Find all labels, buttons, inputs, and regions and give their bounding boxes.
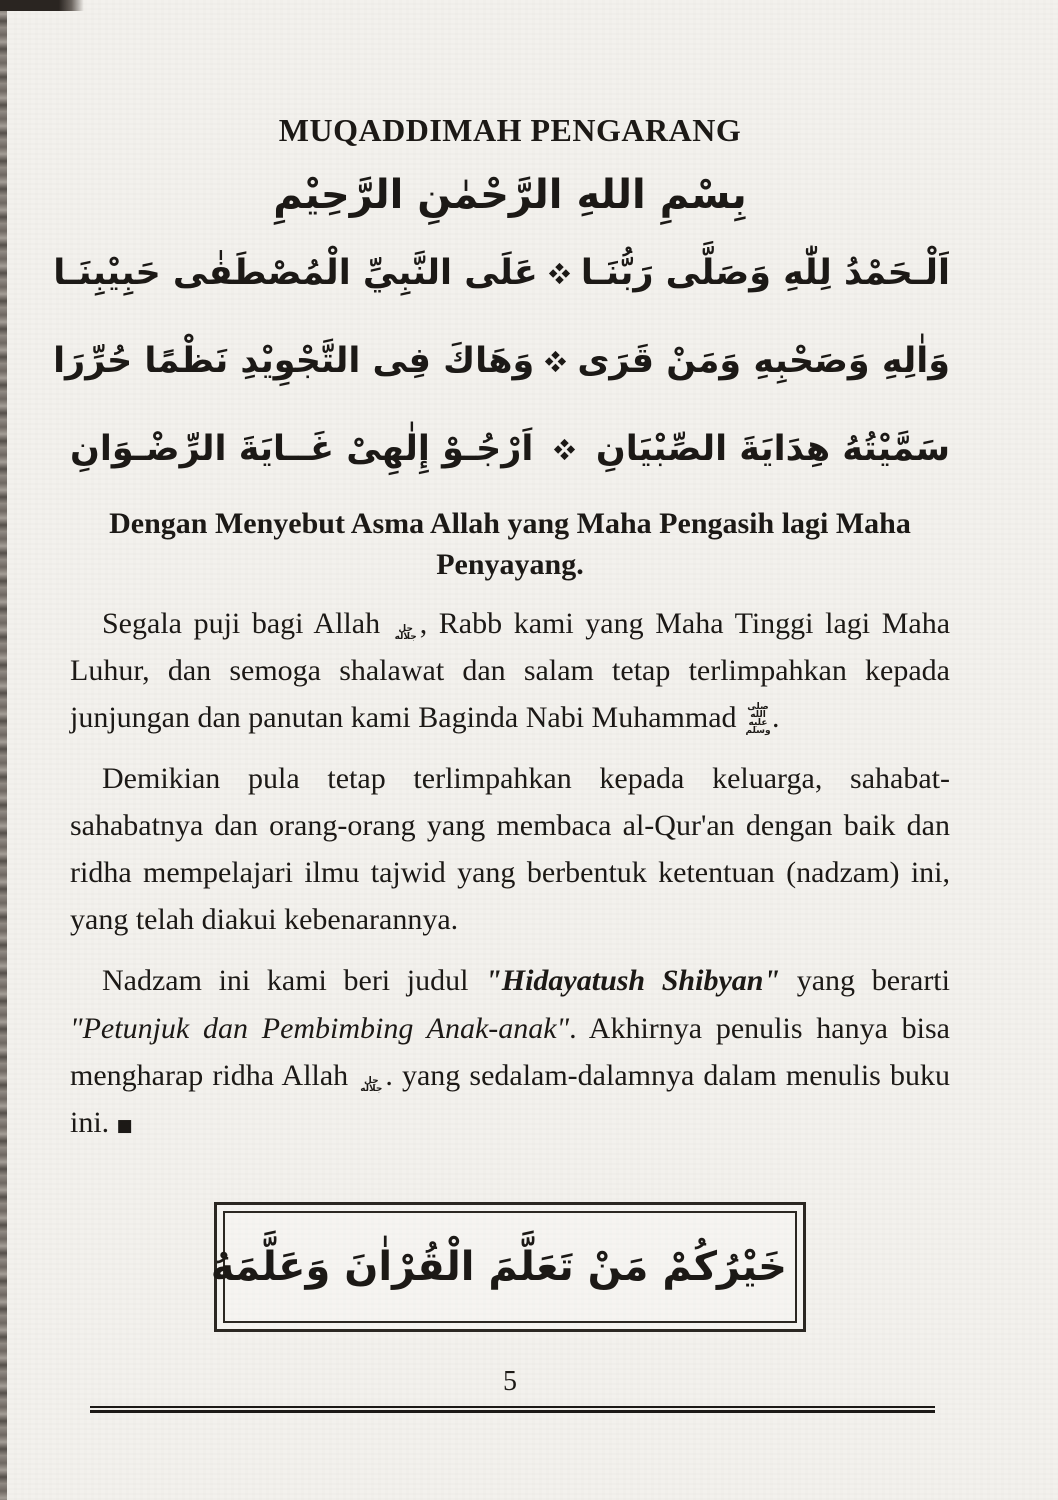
page-content — [53, 0, 951, 1413]
page-title: MUQADDIMAH PENGARANG — [278, 112, 742, 148]
diamond-separator-icon — [554, 438, 575, 459]
poem-hemistich-second: وَهَاكَ فِى التَّجْوِيْدِ نَظْمًا حُرِّرَا — [53, 341, 535, 381]
calligraphy-box — [210, 1202, 806, 1332]
body-paragraph — [70, 755, 950, 943]
text-run: "Petunjuk dan Pembimbing Anak-anak" — [70, 1011, 570, 1045]
text-run: "Hidayatush Shibyan" — [485, 964, 781, 998]
text-run: . yang sedalam-dalamnya dalam menulis buku ini. — [70, 1058, 950, 1139]
poem-line — [70, 405, 950, 493]
diamond-separator-icon — [545, 350, 566, 371]
body-text — [70, 600, 950, 1146]
text-run: Nadzam ini kami beri judul — [102, 964, 486, 998]
scan-left-edge-artifact — [0, 0, 7, 1500]
section-heading: Dengan Menyebut Asma Allah yang Maha Pengasih lagi Maha Penyayang. — [109, 507, 911, 582]
text-run: yang berarti — [780, 964, 950, 998]
text-run: ■ — [116, 1115, 133, 1136]
honorific-symbol: صلى الله عليه وسلم — [745, 701, 771, 736]
text-run: . — [772, 700, 780, 734]
poem-hemistich-second: اَرْجُـوْ إِلٰهِىْ غَــايَةَ الرِّضْـوَانِ — [70, 429, 534, 469]
arabic-poem — [53, 229, 950, 493]
diamond-separator-icon — [549, 262, 570, 283]
poem-hemistich-second: عَلَى النَّبِيِّ الْمُصْطَفٰى حَبِيْبِنَـا — [53, 253, 538, 293]
scan-top-left-artifact — [0, 0, 84, 11]
text-run: Segala puji bagi Allah — [102, 606, 392, 640]
text-run: . Akhirnya penulis hanya bisa mengharap ridha Allah — [70, 1011, 950, 1092]
page-number: 5 — [503, 1365, 517, 1397]
bismillah-text: بِسْمِ اللهِ الرَّحْمٰنِ الرَّحِيْمِ — [273, 172, 747, 218]
calligraphy-box-inner — [210, 1211, 797, 1323]
honorific-symbol: جل جلاله — [394, 623, 417, 642]
text-run: Demikian pula tetap terlimpahkan kepada keluarga, sahabat-sahabatnya dan orang-orang yang membaca al-Qur'an dengan baik dan ridha mempelajari ilmu tajwid yang berbentuk ketentuan (nadzam) ini, yang telah diakui kebenarannya. — [70, 762, 950, 937]
poem-hemistich-first: وَاٰلِهِ وَصَحْبِهِ وَمَنْ قَرَى — [577, 341, 950, 381]
poem-hemistich-first: سَمَّيْتُهُ هِدَايَةَ الصِّبْيَانِ — [595, 429, 950, 469]
text-run: , Rabb kami yang Maha Tinggi lagi Maha Luhur, dan semoga shalawat dan salam tetap terlimpahkan kepada junjungan dan panutan kami Baginda Nabi Muhammad — [70, 606, 951, 734]
footer-rule — [90, 1406, 935, 1413]
poem-line — [53, 317, 950, 405]
body-paragraph — [70, 957, 950, 1145]
poem-line — [53, 229, 950, 317]
honorific-symbol: جل جلاله — [360, 1075, 383, 1094]
body-paragraph — [70, 600, 950, 741]
calligraphy-text: خَيْرُكُمْ مَنْ تَعَلَّمَ الْقُرْاٰنَ وَعَلَّمَهُ — [210, 1243, 787, 1290]
poem-hemistich-first: اَلْـحَمْدُ لِلّٰهِ وَصَلَّى رَبُّنَـا — [580, 253, 950, 293]
